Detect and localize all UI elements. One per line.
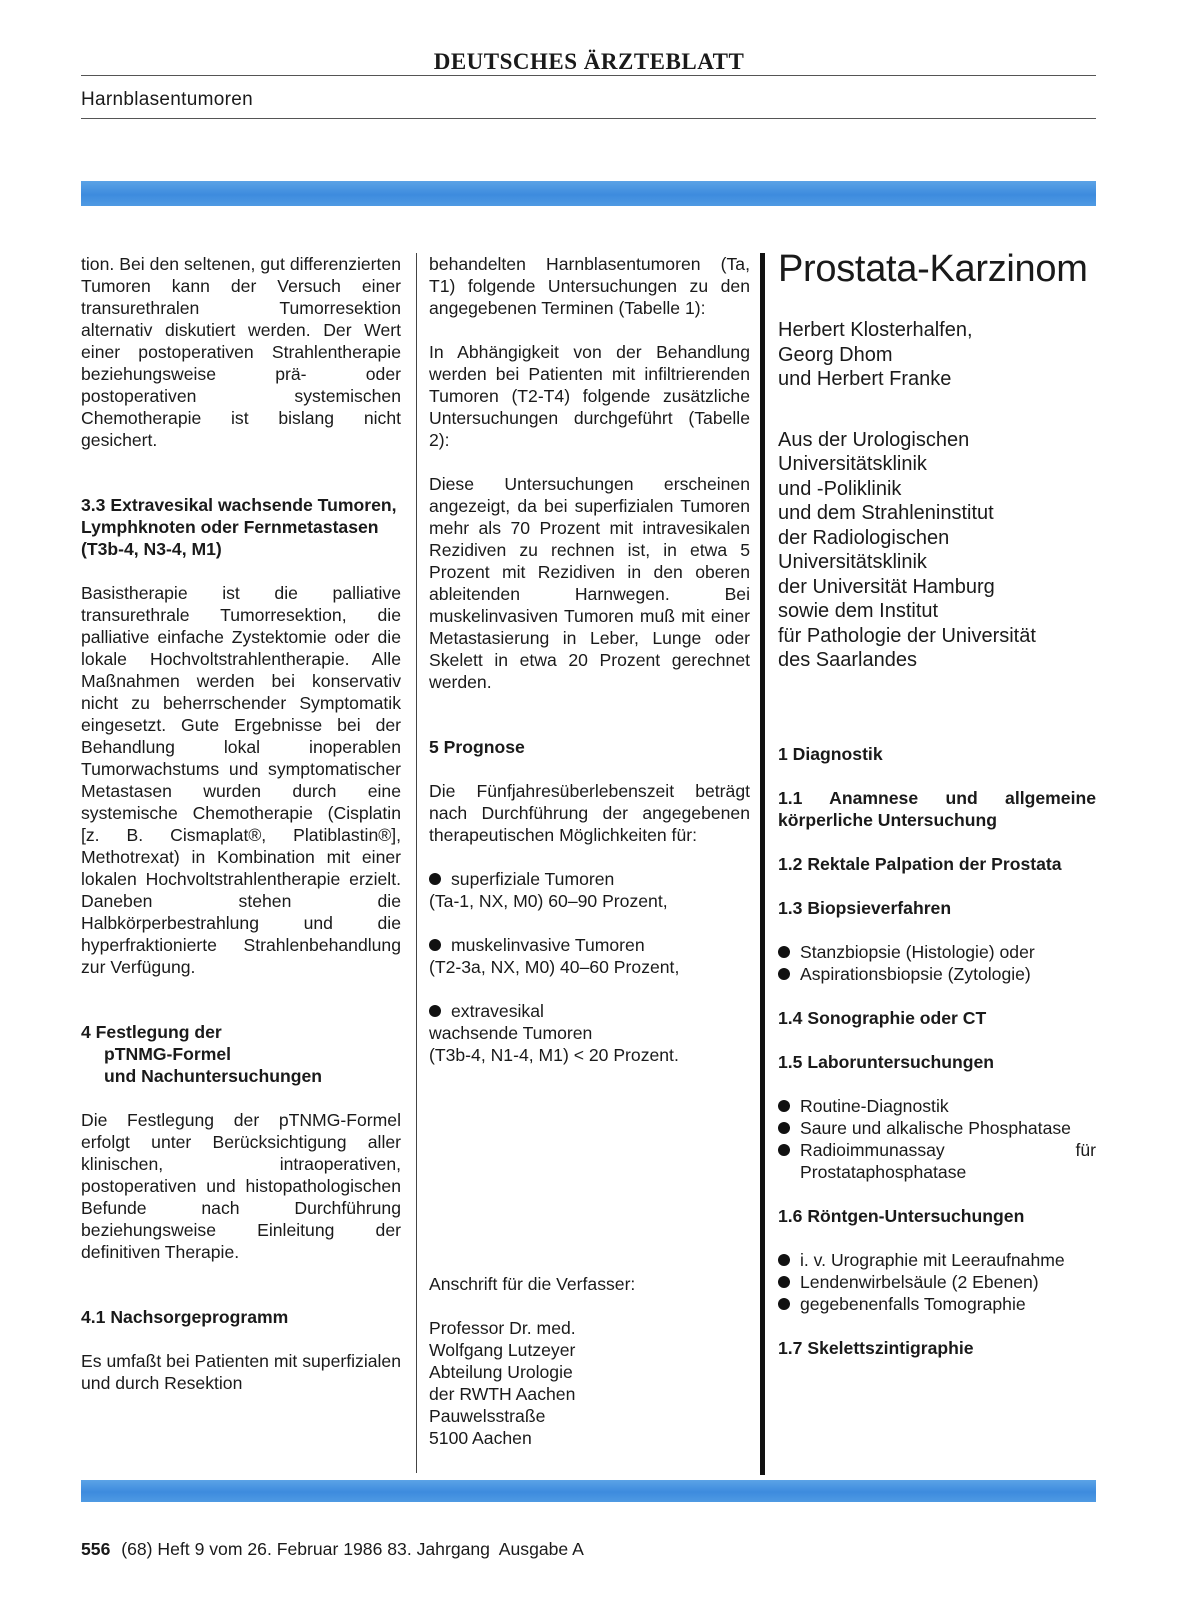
list-item-text: (T3b-4, N1-4, M1) < 20 Prozent. xyxy=(429,1045,679,1065)
heading-line: pTNMG-Formel xyxy=(104,1044,232,1064)
affiliation-line: Universitätsklinik xyxy=(778,551,927,573)
affiliation-line: der Universität Hamburg xyxy=(778,575,995,598)
affiliation-line: des Saarlandes xyxy=(778,649,917,671)
heading-line: und Nachuntersuchungen xyxy=(104,1066,322,1086)
affiliation-line: Aus der Urologischen xyxy=(778,428,970,451)
paragraph: Es umfaßt bei Patienten mit superfizialen und durch Resektion xyxy=(81,1351,401,1393)
list-item xyxy=(778,941,1096,963)
section-heading: 1.1 Anamnese und allgemeine körperliche Untersuchung xyxy=(778,787,1096,830)
list-item-text: Lendenwirbelsäule (2 Ebenen) xyxy=(800,1271,1039,1292)
bullet-icon xyxy=(429,939,441,951)
bullet-icon xyxy=(778,946,790,958)
author-line: und Herbert Franke xyxy=(778,368,952,390)
paragraph: Diese Untersuchungen erscheinen angezeigt, da bei superfizialen Tumoren mehr als 70 Prozent mit intravesikalen Rezidiven zu rechnen ist, in etwa 5 Prozent mit Rezidiven in den oberen ableitenden Harnwegen. Bei muskelinvasiven Tumoren muß mit einer Metastasierung in Leber, Lunge oder Skelett in etwa 20 Prozent gerechnet werden. xyxy=(429,474,750,692)
address-line: Wolfgang Lutzeyer xyxy=(429,1340,576,1360)
list-item-text: superfiziale Tumoren xyxy=(451,869,615,889)
bullet-icon xyxy=(429,1005,441,1017)
header-rule xyxy=(81,118,1096,119)
bullet-icon xyxy=(778,1144,790,1156)
affiliation-line: und -Poliklinik xyxy=(778,477,902,500)
section-heading: 5 Prognose xyxy=(429,737,525,757)
article-divider xyxy=(760,253,765,1475)
list-item-text: gegebenenfalls Tomographie xyxy=(800,1293,1026,1314)
list-item xyxy=(778,1293,1096,1315)
paragraph: tion. Bei den seltenen, gut differenzierten Tumoren kann der Versuch einer transurethralen Tumorresektion alternativ diskutiert werden. Der Wert einer postoperativen Strahlentherapie beziehungsweise prä- oder postoperativen systemischen Chemotherapie ist bislang nicht gesichert. xyxy=(81,254,401,450)
bullet-icon xyxy=(429,873,441,885)
list-item xyxy=(778,963,1096,985)
address-line: Abteilung Urologie xyxy=(429,1362,573,1382)
running-head: Harnblasentumoren xyxy=(81,89,253,110)
address-line: Professor Dr. med. xyxy=(429,1318,576,1338)
affiliation-line: der Radiologischen xyxy=(778,526,950,549)
bullet-icon xyxy=(778,1276,790,1288)
section-heading: 1.3 Biopsieverfahren xyxy=(778,897,952,918)
section-heading: 3.3 Extravesikal wachsende Tumoren, Lymphknoten oder Fernmetastasen (T3b-4, N3-4, M1) xyxy=(81,495,397,559)
address-block xyxy=(429,1273,750,1449)
list-item xyxy=(429,868,750,890)
list-item-text: Stanzbiopsie (Histologie) oder xyxy=(800,941,1035,962)
list-item xyxy=(778,1095,1096,1117)
section-heading: 1.2 Rektale Palpation der Prostata xyxy=(778,853,1062,874)
section-heading: 4.1 Nachsorgeprogramm xyxy=(81,1307,289,1327)
address-line: der RWTH Aachen xyxy=(429,1384,576,1404)
paragraph: In Abhängigkeit von der Behandlung werden bei Patienten mit infiltrierenden Tumoren (T2-T4) folgende zusätzliche Untersuchungen durchgeführt (Tabelle 2): xyxy=(429,342,750,450)
affiliation-line: für Pathologie der Universität xyxy=(778,624,1036,647)
issue-info: (68) Heft 9 vom 26. Februar 1986 83. Jahrgang Ausgabe A xyxy=(121,1539,584,1559)
article-title: Prostata-Karzinom xyxy=(778,248,1088,290)
authors xyxy=(778,318,1096,392)
affiliation-line: sowie dem Institut xyxy=(778,600,939,622)
paragraph: Die Festlegung der pTNMG-Formel erfolgt unter Berücksichtigung aller klinischen, intraoperativen, postoperativen und histopathologischen Befunde nach Durchführung beziehungsweise Einleitung der definitiven Therapie. xyxy=(81,1110,401,1262)
paragraph: Die Fünfjahresüberlebenszeit beträgt nach Durchführung der angegebenen therapeutischen Möglichkeiten für: xyxy=(429,781,750,845)
column-3 xyxy=(778,247,1096,1359)
paragraph: Basistherapie ist die palliative transurethrale Tumorresektion, die palliative einfache Zystektomie oder die lokale Hochvoltstrahlentherapie. Alle Maßnahmen werden bei konservativ nicht zu beherrschender Symptomatik eingesetzt. Gute Ergebnisse bei der Behandlung lokal inoperablen Tumorwachstums und symptomatischer Metastasen wurden durch eine systemische Chemotherapie (Cisplatin [z. B. Cismaplat®, Platiblastin®], Methotrexat) in Kombination mit einer lokalen Hochvoltstrahlentherapie erzielt. Daneben stehen die Halbkörperbestrahlung und die hyperfraktionierte Strahlenbehandlung zur Verfügung. xyxy=(81,583,401,977)
list-item-text: Radioimmunassay für Prostataphosphatase xyxy=(800,1139,1096,1182)
column-2 xyxy=(429,253,750,1448)
page-number: 556 xyxy=(81,1539,111,1559)
top-color-band xyxy=(81,181,1096,206)
bullet-icon xyxy=(778,1298,790,1310)
bullet-icon xyxy=(778,1122,790,1134)
list-item-text: i. v. Urographie mit Leeraufnahme xyxy=(800,1249,1065,1270)
section-heading: 1.4 Sonographie oder CT xyxy=(778,1007,987,1028)
column-1 xyxy=(81,253,401,1394)
author-line: Georg Dhom xyxy=(778,343,893,366)
bullet-icon xyxy=(778,968,790,980)
list-item-text: (Ta-1, NX, M0) 60–90 Prozent, xyxy=(429,891,668,911)
masthead-rule xyxy=(81,75,1096,76)
address-label: Anschrift für die Verfasser: xyxy=(429,1274,636,1294)
list-item xyxy=(429,1000,750,1022)
bullet-icon xyxy=(778,1254,790,1266)
list-item xyxy=(429,934,750,956)
list-item-text: wachsende Tumoren xyxy=(429,1023,593,1043)
section-heading: 1.7 Skelettszintigraphie xyxy=(778,1337,974,1358)
affiliation-line: Universitätsklinik xyxy=(778,453,927,475)
list-item xyxy=(778,1249,1096,1271)
affiliation-line: und dem Strahleninstitut xyxy=(778,502,994,524)
affiliation xyxy=(778,428,1096,673)
list-item-text: (T2-3a, NX, M0) 40–60 Prozent, xyxy=(429,957,680,977)
column-divider xyxy=(416,253,417,1473)
bullet-icon xyxy=(778,1100,790,1112)
address-line: 5100 Aachen xyxy=(429,1428,532,1448)
section-heading: 1.6 Röntgen-Untersuchungen xyxy=(778,1205,1025,1226)
list-item-text: Aspirationsbiopsie (Zytologie) xyxy=(800,963,1031,984)
list-item-text: Routine-Diagnostik xyxy=(800,1095,949,1116)
list-item xyxy=(778,1117,1096,1139)
list-item-text: extravesikal xyxy=(451,1001,544,1021)
section-heading xyxy=(81,1021,401,1087)
list-item xyxy=(778,1139,1096,1183)
author-line: Herbert Klosterhalfen, xyxy=(778,319,973,341)
masthead: DEUTSCHES ÄRZTEBLATT xyxy=(433,49,745,74)
list-item-text: Saure und alkalische Phosphatase xyxy=(800,1117,1071,1138)
section-heading: 1 Diagnostik xyxy=(778,743,883,764)
page-footer xyxy=(81,1539,584,1560)
list-item xyxy=(778,1271,1096,1293)
address-line: Pauwelsstraße xyxy=(429,1406,546,1426)
heading-line: 4 Festlegung der xyxy=(81,1022,222,1042)
bottom-color-band xyxy=(81,1480,1096,1502)
section-heading: 1.5 Laboruntersuchungen xyxy=(778,1051,995,1072)
paragraph: behandelten Harnblasentumoren (Ta, T1) folgende Untersuchungen zu den angegebenen Terminen (Tabelle 1): xyxy=(429,254,750,318)
list-item-text: muskelinvasive Tumoren xyxy=(451,935,645,955)
